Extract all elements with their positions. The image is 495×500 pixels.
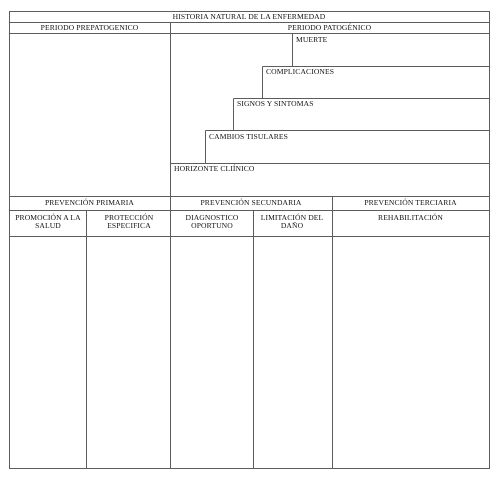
rehabilitation-header: REHABILITACIÓN xyxy=(378,213,443,222)
table-title: HISTORIA NATURAL DE LA ENFERMEDAD xyxy=(172,12,326,21)
health-promotion-header: PROMOCIÓN A LA SALUD xyxy=(15,213,81,231)
pathogenic-period-header: PERIODO PATOGÉNICO xyxy=(287,23,372,32)
stage-signs-symptoms: SIGNOS Y SINTOMAS xyxy=(237,99,314,108)
early-diagnosis-header: DIAGNOSTICO OPORTUNO xyxy=(185,213,239,231)
stage-death: MUERTE xyxy=(296,35,328,44)
damage-limitation-header: LIMITACIÓN DEL DAÑO xyxy=(260,213,324,231)
stage-complications: COMPLICACIONES xyxy=(266,67,335,76)
table-border xyxy=(10,12,490,469)
specific-protection-header: PROTECCIÓN ESPECIFICA xyxy=(104,213,154,231)
secondary-prevention-header: PREVENCIÓN SECUNDARIA xyxy=(200,198,302,207)
tertiary-prevention-header: PREVENCIÓN TERCIARIA xyxy=(364,198,457,207)
stage-clinical-horizon: HORIZONTE CLIÍNICO xyxy=(174,164,255,173)
stage-tissue-changes: CAMBIOS TISULARES xyxy=(209,132,288,141)
primary-prevention-header: PREVENCIÓN PRIMARIA xyxy=(44,198,135,207)
prepathogenic-period-header: PERIODO PREPATOGENICO xyxy=(40,23,139,32)
